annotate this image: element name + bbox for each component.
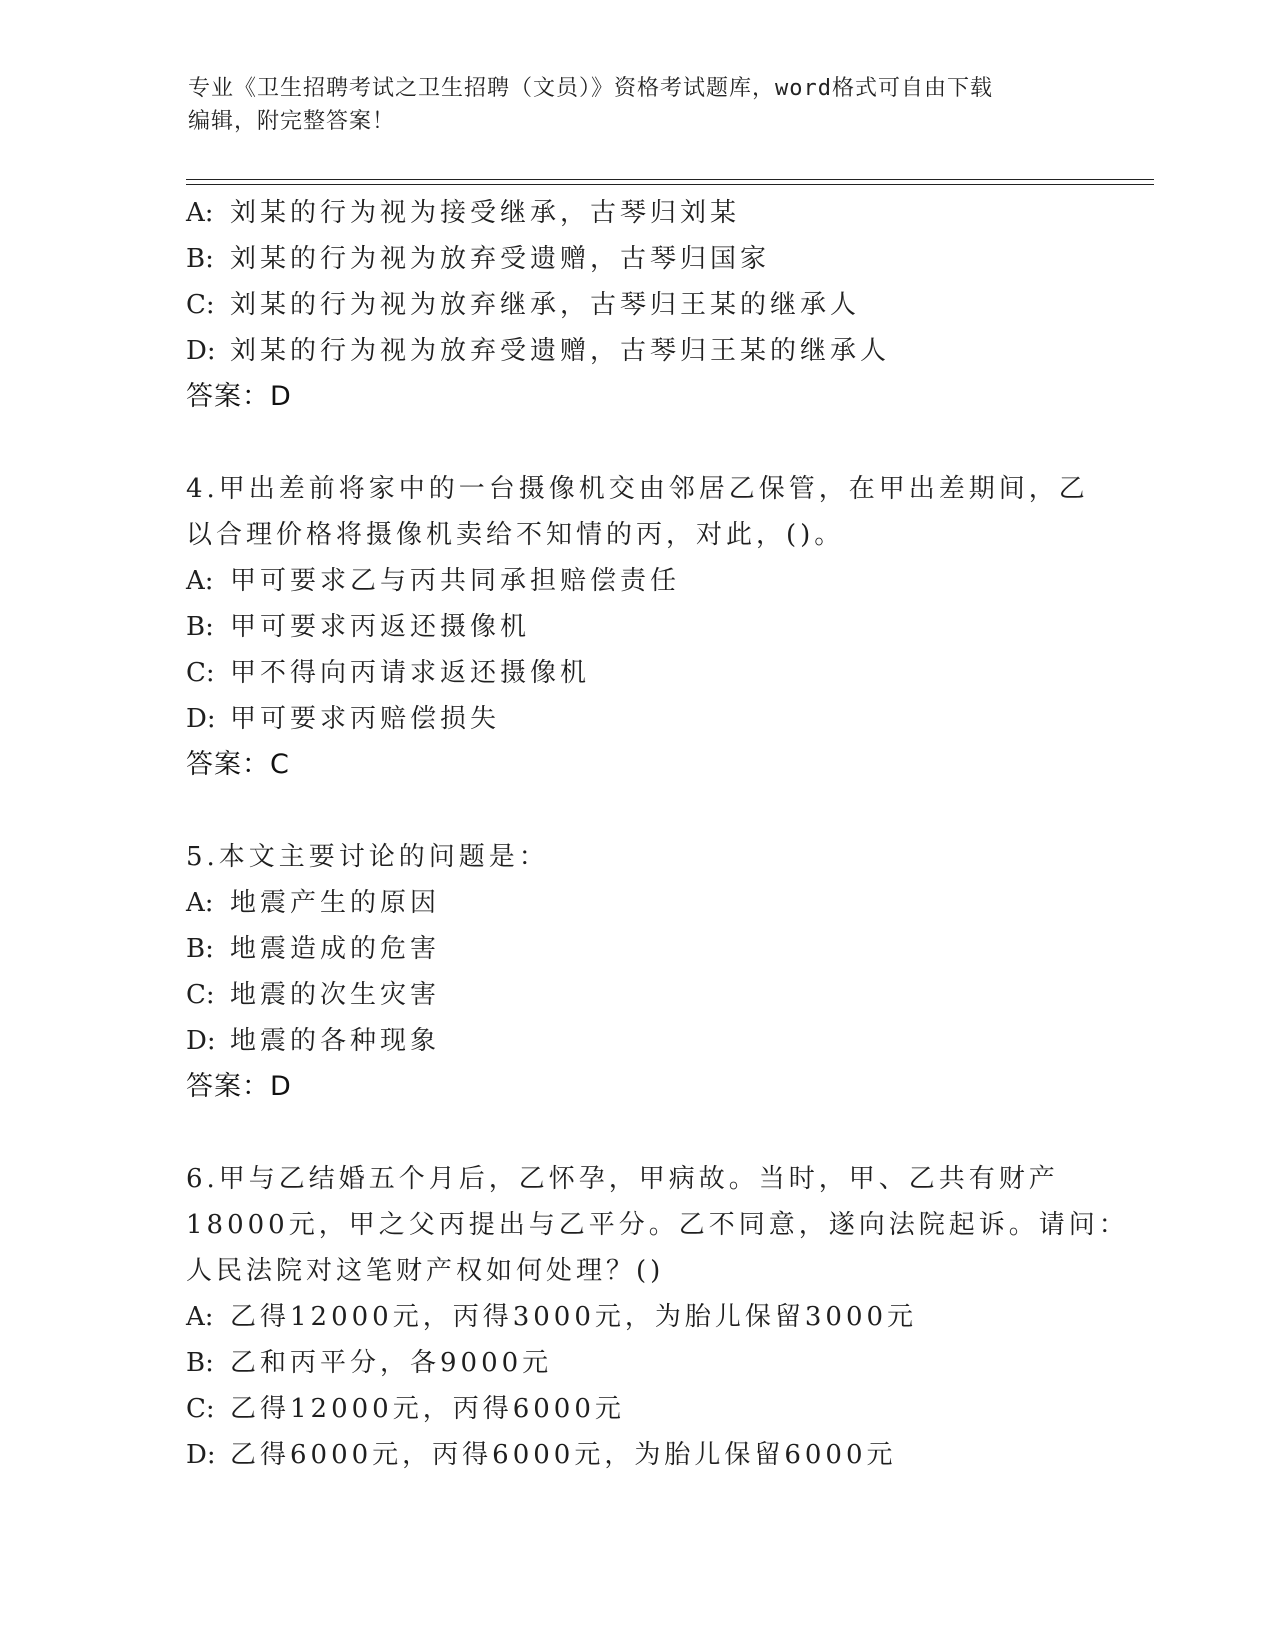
question-spacer bbox=[186, 788, 1146, 834]
option-letter: D: bbox=[186, 1440, 216, 1470]
option-letter: A: bbox=[186, 888, 214, 918]
header-line-1: 专业《卫生招聘考试之卫生招聘（文员）》资格考试题库，word格式可自由下载 bbox=[188, 76, 993, 101]
option-d bbox=[186, 328, 1146, 374]
option-text: 乙得6000元，丙得6000元，为胎儿保留6000元 bbox=[230, 1440, 897, 1470]
answer-line: 答案：C bbox=[186, 749, 290, 780]
question-list bbox=[186, 190, 1146, 1478]
option-letter: C: bbox=[186, 1394, 215, 1424]
option-text: 刘某的行为视为放弃继承，古琴归王某的继承人 bbox=[230, 290, 861, 320]
option-c bbox=[186, 650, 1146, 696]
option-letter: A: bbox=[186, 198, 214, 228]
option-letter: D: bbox=[186, 704, 216, 734]
question-spacer bbox=[186, 420, 1146, 466]
question-stem: 18000元，甲之父丙提出与乙平分。乙不同意，遂向法院起诉。请问： bbox=[186, 1210, 1129, 1240]
option-text: 甲可要求丙赔偿损失 bbox=[230, 704, 501, 734]
option-a bbox=[186, 190, 1146, 236]
question-6 bbox=[186, 1156, 1146, 1478]
option-a bbox=[186, 1294, 1146, 1340]
option-text: 刘某的行为视为放弃受遗赠，古琴归国家 bbox=[230, 244, 771, 274]
option-letter: D: bbox=[186, 336, 216, 366]
option-text: 甲不得向丙请求返还摄像机 bbox=[230, 658, 591, 688]
question-5 bbox=[186, 834, 1146, 1110]
option-b bbox=[186, 1340, 1146, 1386]
option-text: 刘某的行为视为接受继承，古琴归刘某 bbox=[230, 198, 741, 228]
option-d bbox=[186, 1018, 1146, 1064]
option-letter: C: bbox=[186, 290, 215, 320]
option-text: 乙得12000元，丙得6000元 bbox=[230, 1394, 625, 1424]
option-d bbox=[186, 1432, 1146, 1478]
option-letter: B: bbox=[186, 612, 214, 642]
question-3 bbox=[186, 190, 1146, 420]
option-text: 地震的次生灾害 bbox=[230, 980, 441, 1010]
question-stem: 6.甲与乙结婚五个月后，乙怀孕，甲病故。当时，甲、乙共有财产 bbox=[186, 1164, 1059, 1194]
option-letter: C: bbox=[186, 658, 215, 688]
header-line-2: 编辑，附完整答案！ bbox=[188, 109, 396, 134]
option-text: 刘某的行为视为放弃受遗赠，古琴归王某的继承人 bbox=[230, 336, 891, 366]
answer-line: 答案：D bbox=[186, 381, 292, 412]
option-text: 地震产生的原因 bbox=[230, 888, 441, 918]
option-c bbox=[186, 1386, 1146, 1432]
option-letter: B: bbox=[186, 934, 214, 964]
document-header bbox=[188, 72, 1088, 138]
question-stem: 人民法院对这笔财产权如何处理？() bbox=[186, 1256, 665, 1286]
option-c bbox=[186, 972, 1146, 1018]
question-stem: 5.本文主要讨论的问题是： bbox=[186, 842, 549, 872]
option-text: 甲可要求丙返还摄像机 bbox=[230, 612, 531, 642]
option-letter: A: bbox=[186, 566, 214, 596]
option-letter: D: bbox=[186, 1026, 216, 1056]
answer-line: 答案：D bbox=[186, 1071, 292, 1102]
option-c bbox=[186, 282, 1146, 328]
option-letter: B: bbox=[186, 1348, 214, 1378]
option-letter: B: bbox=[186, 244, 214, 274]
option-text: 乙和丙平分，各9000元 bbox=[230, 1348, 553, 1378]
header-divider-top bbox=[186, 179, 1154, 180]
option-text: 乙得12000元，丙得3000元，为胎儿保留3000元 bbox=[230, 1302, 918, 1332]
option-text: 甲可要求乙与丙共同承担赔偿责任 bbox=[230, 566, 681, 596]
question-spacer bbox=[186, 1110, 1146, 1156]
option-b bbox=[186, 604, 1146, 650]
header-divider-bottom bbox=[186, 184, 1154, 185]
option-d bbox=[186, 696, 1146, 742]
option-text: 地震造成的危害 bbox=[230, 934, 441, 964]
option-a bbox=[186, 558, 1146, 604]
option-b bbox=[186, 926, 1146, 972]
option-letter: A: bbox=[186, 1302, 214, 1332]
question-stem: 4.甲出差前将家中的一台摄像机交由邻居乙保管，在甲出差期间，乙 bbox=[186, 474, 1089, 504]
option-b bbox=[186, 236, 1146, 282]
question-stem: 以合理价格将摄像机卖给不知情的丙，对此，()。 bbox=[186, 520, 845, 550]
question-4 bbox=[186, 466, 1146, 788]
option-text: 地震的各种现象 bbox=[230, 1026, 441, 1056]
option-letter: C: bbox=[186, 980, 215, 1010]
option-a bbox=[186, 880, 1146, 926]
